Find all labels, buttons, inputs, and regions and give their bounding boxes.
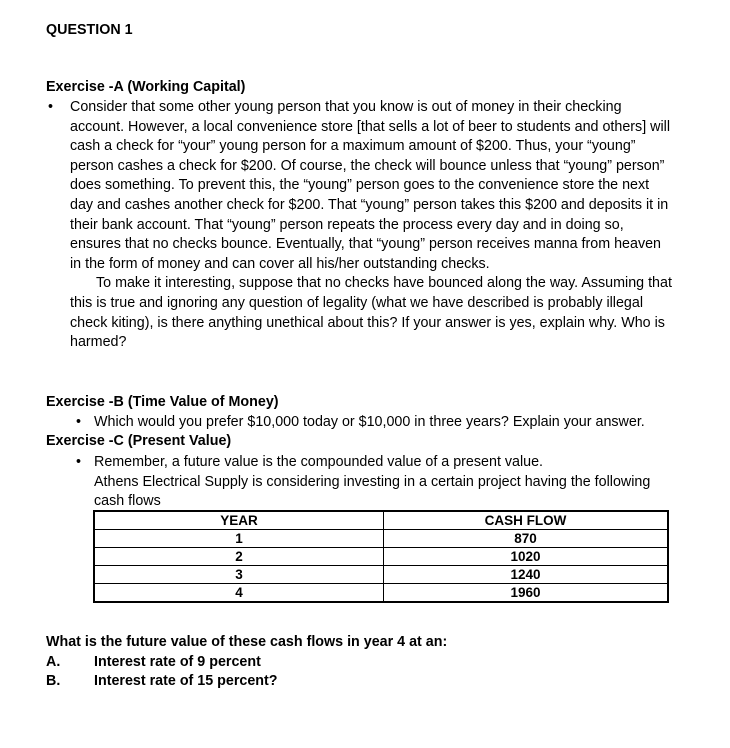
exercise-a-paragraph-1: Consider that some other young person that you know is out of money in their checking account. However, a local convenience store [that sells a lot of beer to students and others] will cash a check for “your” young person for a maximum amount of $200. Thus, your “young” person cashes a check for $200. Of course, the check will bounce unless that “young” person” does something. To prevent this, the “young” person goes to the convenience store the next day and cashes another check for $200. That “young” person takes this $200 and deposits it in their bank account. That “young” person repeats the process every day and in doing so, ensures that no checks bounce. Eventually, that “young” person receives manna from heaven in the form of money and can cover all his/her outstanding checks. bbox=[70, 99, 671, 272]
column-header-year: YEAR bbox=[94, 511, 384, 530]
exercise-b-heading: Exercise -B (Time Value of Money) bbox=[46, 394, 279, 410]
exercise-c-heading: Exercise -C (Present Value) bbox=[46, 433, 232, 449]
table-row bbox=[94, 566, 668, 584]
table-row bbox=[94, 530, 668, 548]
exercise-a-body bbox=[70, 98, 675, 353]
exercise-b-question: Which would you prefer $10,000 today or $10,000 in three years? Explain your answer. bbox=[94, 414, 645, 430]
column-header-cash-flow: CASH FLOW bbox=[384, 511, 669, 530]
bullet-icon: • bbox=[48, 99, 54, 115]
bullet-icon: • bbox=[76, 414, 82, 430]
cash-flow-cell: 870 bbox=[384, 530, 669, 548]
exercise-c-intro: Athens Electrical Supply is considering investing in a certain project having the following cash flows bbox=[94, 474, 651, 509]
option-b-text: Interest rate of 15 percent? bbox=[94, 673, 278, 689]
cash-flow-cell: 1960 bbox=[384, 584, 669, 603]
question-title: QUESTION 1 bbox=[46, 22, 133, 38]
cash-flow-table bbox=[93, 510, 669, 603]
table-header-row bbox=[94, 511, 668, 530]
future-value-question: What is the future value of these cash flows in year 4 at an: bbox=[46, 634, 448, 650]
year-cell: 4 bbox=[94, 584, 384, 603]
exercise-a-heading: Exercise -A (Working Capital) bbox=[46, 79, 246, 95]
exercise-a-paragraph-2: To make it interesting, suppose that no checks have bounced along the way. Assuming that this is true and ignoring any question of legality (what we have described is probably illegal check kiting), is there anything unethical about this? If your answer is yes, explain why. Who is harmed? bbox=[70, 275, 672, 351]
option-a-text: Interest rate of 9 percent bbox=[94, 654, 261, 670]
exercise-c-reminder: Remember, a future value is the compounded value of a present value. bbox=[94, 454, 544, 470]
table-row bbox=[94, 584, 668, 603]
cash-flow-cell: 1240 bbox=[384, 566, 669, 584]
table-row bbox=[94, 548, 668, 566]
year-cell: 1 bbox=[94, 530, 384, 548]
bullet-icon: • bbox=[76, 454, 82, 470]
option-a-letter: A. bbox=[46, 654, 61, 670]
year-cell: 2 bbox=[94, 548, 384, 566]
option-b-letter: B. bbox=[46, 673, 61, 689]
year-cell: 3 bbox=[94, 566, 384, 584]
cash-flow-cell: 1020 bbox=[384, 548, 669, 566]
